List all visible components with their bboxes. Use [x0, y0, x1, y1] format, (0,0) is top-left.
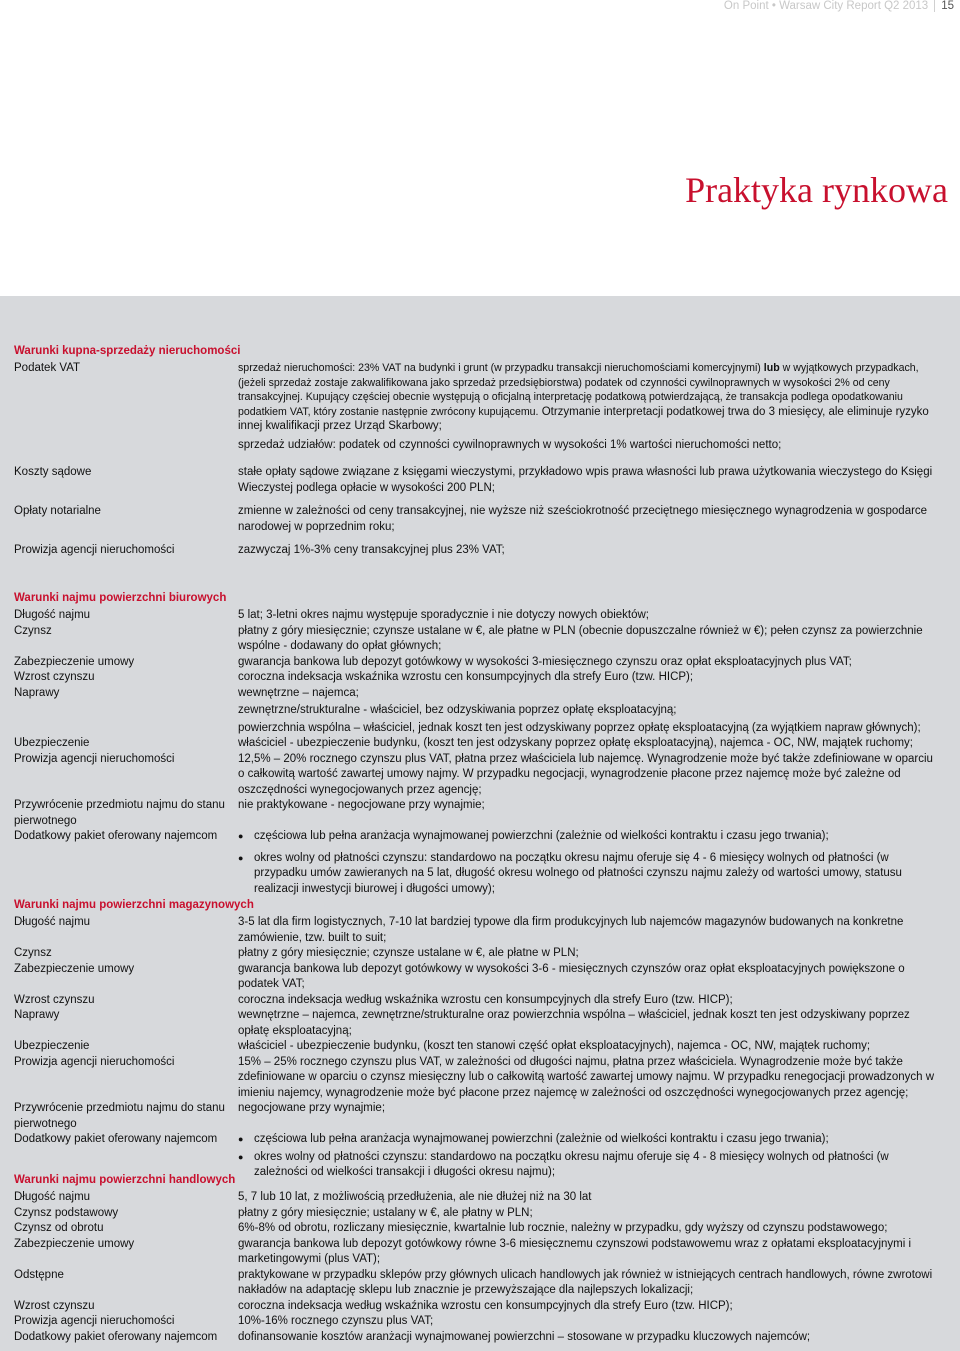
office-rep-label: Naprawy — [14, 686, 60, 699]
warehouse-section-title: Warunki najmu powierzchni magazynowych — [14, 899, 254, 911]
wh-rent-row — [14, 946, 944, 962]
sale-section-title: Warunki kupna-sprzedaży nieruchomości — [14, 345, 241, 357]
office-restore-row — [14, 798, 944, 829]
rt-sec-value: gwarancja bankowa lub depozyt gotówkowy równe 3-6 miesięcznemu czynszowi podstawowemu wraz z opłatami eksploatacyjnymi i marketingowymi (plus VAT); — [238, 1237, 912, 1265]
wh-rent-label: Czynsz — [14, 947, 52, 959]
bullet-icon — [238, 851, 254, 898]
office-rent-label: Czynsz — [14, 624, 52, 637]
wh-rep-label: Naprawy — [14, 1009, 60, 1021]
rt-sec-label: Zabezpieczenie umowy — [14, 1237, 135, 1250]
rt-agency-row — [14, 1314, 944, 1330]
office-len-value: 5 lat; 3-letni okres najmu występuje sporadycznie i nie dotyczy nowych obiektów; — [238, 609, 650, 621]
rt-base-label: Czynsz podstawowy — [14, 1206, 119, 1219]
sale-section — [14, 344, 944, 559]
wh-idx-label: Wzrost czynszu — [14, 993, 95, 1006]
wh-idx-row — [14, 993, 944, 1009]
court-value: stałe opłaty sądowe związane z księgami wieczystymi, przykładowo wpis prawa własności lub prawa użytkowania wieczystego do Księgi Wieczystej podlega opłacie w wysokości 200 PLN; — [238, 466, 933, 494]
page-title: Praktyka rynkowa — [685, 170, 948, 210]
wh-sec-label: Zabezpieczenie umowy — [14, 962, 135, 975]
retail-section-title: Warunki najmu powierzchni handlowych — [14, 1174, 236, 1186]
vat-text-d: Otrzymanie interpretacji podatkowej trwa do 3 miesięcy, ale eliminuje ryzyko innej kwalifikacji przez Urząd Skarbowy; — [238, 405, 929, 432]
office-pkg-value — [238, 829, 944, 897]
office-idx-value: coroczna indeksacja wskaźnika wzrostu cen konsumpcyjnych dla strefy Euro (tzw. HICP); — [238, 671, 694, 683]
vat-text-c: w wyjątkowych przypadkach, (jeżeli sprzedaż zostaje zakwalifikowana jako sprzedaż przedsiębiorstwa) podatek od czynności cywilnoprawnych w wysokości 2% od ceny transakcyjnej. Kupujący częściej obecnie występują o oficjalną interpretację podatkową potwierdzającą, że transakcja podlega opodatkowaniu podatkiem VAT, który zostanie następnie zwrócony kupującemu. — [238, 362, 919, 418]
wh-rep-value: wewnętrzne – najemca, zewnętrzne/strukturalne oraz powierzchnia wspólna – właściciel, jednak koszt ten jest odzyskiwany poprzez opłatę eksploatacyjną; — [238, 1009, 910, 1037]
rt-agency-label: Prowizja agencji nieruchomości — [14, 1315, 175, 1327]
sale-vat-row — [14, 361, 944, 453]
warehouse-section — [14, 898, 944, 1181]
wh-sec-row — [14, 962, 944, 993]
rt-sec-row — [14, 1237, 944, 1268]
wh-ins-label: Ubezpieczenie — [14, 1040, 90, 1052]
rt-turn-label: Czynsz od obrotu — [14, 1222, 104, 1234]
wh-len-label: Długość najmu — [14, 916, 91, 928]
rt-fee-label: Odstępne — [14, 1268, 64, 1281]
office-rep-row — [14, 686, 944, 737]
office-rep-common: powierzchnia wspólna – właściciel, jednak koszt ten jest odzyskiwany poprzez opłatę eksploatacyjną (za wyjątkiem napraw głównych); — [238, 721, 921, 734]
wh-len-row — [14, 915, 944, 946]
office-agency-row — [14, 752, 944, 799]
office-rep-internal: wewnętrzne – najemca; — [238, 686, 359, 699]
rt-fee-row — [14, 1268, 944, 1299]
wh-pkg-bullet-1 — [238, 1132, 940, 1148]
vat-shares-text: sprzedaż udziałów: podatek od czynności cywilnoprawnych w wysokości 1% wartości nieruchomości netto; — [238, 438, 782, 451]
office-restore-label: Przywrócenie przedmiotu najmu do stanu pierwotnego — [14, 799, 225, 827]
wh-agency-label: Prowizja agencji nieruchomości — [14, 1055, 175, 1068]
office-section — [14, 591, 944, 897]
wh-agency-value: 15% – 25% rocznego czynszu plus VAT, w zależności od długości najmu, płatna przez właściciela. Wynagrodzenie może być także zdefiniowane w oparciu o czynsz miesięczny lub o całkowitą wartość zawartej umowy najmu. W przypadku renegocjacji prowadzonych w imieniu najemcy, wynagrodzenie może być płacone przez najemcę w zależności od oszczędności wynegocjowanych przez agencję; — [238, 1055, 935, 1099]
rt-turn-row — [14, 1221, 944, 1237]
rt-len-label: Długość najmu — [14, 1191, 91, 1203]
rt-fee-value: praktykowane w przypadku sklepów przy głównych ulicach handlowych jak również w istniejących centrach handlowych, równe zwrotowi nakładów na adaptację sklepu lub znacznie je przewyższające dla najlepszych lokalizacji; — [238, 1268, 933, 1296]
rt-pkg-row — [14, 1330, 944, 1346]
sale-court-row — [14, 465, 944, 496]
wh-restore-value: negocjowane przy wynajmie; — [238, 1102, 386, 1114]
vat-text-or: lub — [763, 362, 780, 374]
bullet-icon — [238, 1132, 254, 1148]
wh-restore-label: Przywrócenie przedmiotu najmu do stanu pierwotnego — [14, 1102, 225, 1130]
bullet-icon — [238, 829, 254, 845]
office-ins-row — [14, 736, 944, 752]
wh-pkg-bullet-1-text: częściowa lub pełna aranżacja wynajmowanej powierzchni (zależnie od wielkości kontraktu i czasu jego trwania); — [254, 1133, 829, 1145]
wh-ins-value: właściciel - ubezpieczenie budynku, (koszt ten stanowi część opłat eksploatacyjnych), najemca - OC, NW, majątek ruchomy; — [238, 1040, 871, 1052]
office-sec-label: Zabezpieczenie umowy — [14, 655, 135, 668]
office-rent-row — [14, 624, 944, 655]
office-agency-label: Prowizja agencji nieruchomości — [14, 752, 175, 765]
office-ins-value: właściciel - ubezpieczenie budynku, (koszt ten jest odzyskany poprzez opłatę eksploatacyjną), najemca - OC, NW, majątek ruchomy; — [238, 737, 913, 749]
rt-pkg-value: dofinansowanie kosztów aranżacji wynajmowanej powierzchni – stosowane w przypadku kluczowych najemców; — [238, 1330, 811, 1343]
office-len-row — [14, 608, 944, 624]
vat-text-a: sprzedaż nieruchomości: 23% VAT na budynki i grunt (w przypadku transakcji nieruchomościami komercyjnymi) — [238, 362, 764, 374]
sale-agency-label: Prowizja agencji nieruchomości — [14, 544, 175, 556]
office-rep-value — [238, 686, 944, 737]
office-pkg-row — [14, 829, 944, 897]
office-idx-row — [14, 670, 944, 686]
office-pkg-bullet-2 — [238, 851, 940, 898]
wh-pkg-bullet-2-text: okres wolny od płatności czynszu: standardowo na początku okresu najmu oferuje się 4 - 8 miesięcy wolnych od płatności (w zależności od wielkości transakcji i długości okresu najmu); — [254, 1150, 889, 1178]
sale-agency-value: zazwyczaj 1%-3% ceny transakcyjnej plus 23% VAT; — [238, 544, 505, 556]
notary-value: zmienne w zależności od ceny transakcyjnej, nie wyższe niż sześciokrotność przeciętnego miesięcznego wynagrodzenia w gospodarce narodowej w poprzednim roku; — [238, 505, 928, 533]
sale-notary-row — [14, 504, 944, 535]
office-ins-label: Ubezpieczenie — [14, 737, 90, 749]
rt-len-row — [14, 1190, 944, 1206]
wh-sec-value: gwarancja bankowa lub depozyt gotówkowy w wysokości 3-6 - miesięcznych czynszów oraz opłat eksploatacyjnych powiększone o podatek VAT; — [238, 962, 905, 990]
office-sec-value: gwarancja bankowa lub depozyt gotówkowy w wysokości 3-miesięcznego czynszu oraz opłat eksploatacyjnych plus VAT; — [238, 655, 852, 668]
notary-label: Opłaty notarialne — [14, 505, 101, 517]
wh-restore-row — [14, 1101, 944, 1132]
rt-idx-value: coroczna indeksacja według wskaźnika wzrostu cen konsumpcyjnych dla strefy Euro (tzw. HICP); — [238, 1299, 733, 1312]
wh-ins-row — [14, 1039, 944, 1055]
office-agency-value: 12,5% – 20% rocznego czynszu plus VAT, płatna przez właściciela lub najemcę. Wynagrodzenie może być także zdefiniowane w oparciu o całkowitą wartość zawartej umowy najmy. W przypadku negocjacji, wynagrodzenie płacone przez najemcę może być zależne od oszczędności wynegocjowanych przez agencję; — [238, 752, 933, 796]
office-rep-external: zewnętrzne/strukturalne - właściciel, bez odzyskiwania poprzez opłatę eksploatacyjną; — [238, 704, 677, 716]
rt-turn-value: 6%-8% od obrotu, rozliczany miesięcznie, kwartalnie lub rocznie, należny w przypadku, gdy wyższy od czynszu podstawowego; — [238, 1222, 888, 1234]
rt-idx-row — [14, 1299, 944, 1315]
office-pkg-label: Dodatkowy pakiet oferowany najemcom — [14, 830, 218, 842]
vat-label: Podatek VAT — [14, 362, 81, 374]
rt-base-row — [14, 1206, 944, 1222]
wh-rep-row — [14, 1008, 944, 1039]
office-pkg-bullet-1 — [238, 829, 940, 845]
page-header — [0, 0, 960, 12]
court-label: Koszty sądowe — [14, 466, 92, 478]
rt-agency-value: 10%-16% rocznego czynszu plus VAT; — [238, 1315, 434, 1327]
office-len-label: Długość najmu — [14, 609, 91, 621]
content-panel — [0, 296, 960, 1351]
wh-len-value: 3-5 lat dla firm logistycznych, 7-10 lat bardziej typowe dla firm produkcyjnych lub najemców magazynów budowanych na konkretne zamówienie, tzw. built to suit; — [238, 916, 904, 944]
wh-agency-row — [14, 1055, 944, 1102]
wh-pkg-label: Dodatkowy pakiet oferowany najemcom — [14, 1133, 218, 1145]
office-idx-label: Wzrost czynszu — [14, 671, 95, 683]
office-section-title: Warunki najmu powierzchni biurowych — [14, 592, 227, 604]
page-number: 15 — [934, 0, 960, 12]
report-title: On Point • Warsaw City Report Q2 2013 — [723, 0, 929, 12]
office-pkg-bullet-1-text: częściowa lub pełna aranżacja wynajmowanej powierzchni (zależnie od wielkości kontraktu i czasu jego trwania); — [254, 830, 829, 842]
wh-rent-value: płatny z góry miesięcznie; czynsze ustalane w €, ale płatne w PLN; — [238, 947, 579, 959]
retail-section — [14, 1173, 944, 1345]
rt-len-value: 5, 7 lub 10 lat, z możliwością przedłużenia, ale nie dłużej niż na 30 lat — [238, 1191, 592, 1203]
office-sec-row — [14, 655, 944, 671]
office-restore-value: nie praktykowane - negocjowane przy wynajmie; — [238, 799, 485, 811]
office-pkg-bullet-2-text: okres wolny od płatności czynszu: standardowo na początku okresu najmu oferuje się 4 - 6 miesięcy wolnych od płatności (w przypadku umów zawieranych na 5 lat, długość okresu wolnego od płatności czynszu najmu zależy od wartości umowy, statusu realizacji inwestycji biurowej i długości umowy); — [254, 851, 902, 895]
office-rent-value: płatny z góry miesięcznie; czynsze ustalane w €, ale płatne w PLN (obecnie dopuszczalne również w €); pełen czynsz za powierzchnie wspólne - dodawany do opłat głównych; — [238, 624, 923, 652]
sale-agency-row — [14, 543, 944, 559]
rt-idx-label: Wzrost czynszu — [14, 1299, 95, 1312]
rt-pkg-label: Dodatkowy pakiet oferowany najemcom — [14, 1330, 218, 1343]
vat-value — [238, 361, 944, 453]
rt-base-value: płatny z góry miesięcznie; ustalany w €, ale płatny w PLN; — [238, 1206, 533, 1219]
wh-idx-value: coroczna indeksacja według wskaźnika wzrostu cen konsumpcyjnych dla strefy Euro (tzw. HICP); — [238, 993, 733, 1006]
